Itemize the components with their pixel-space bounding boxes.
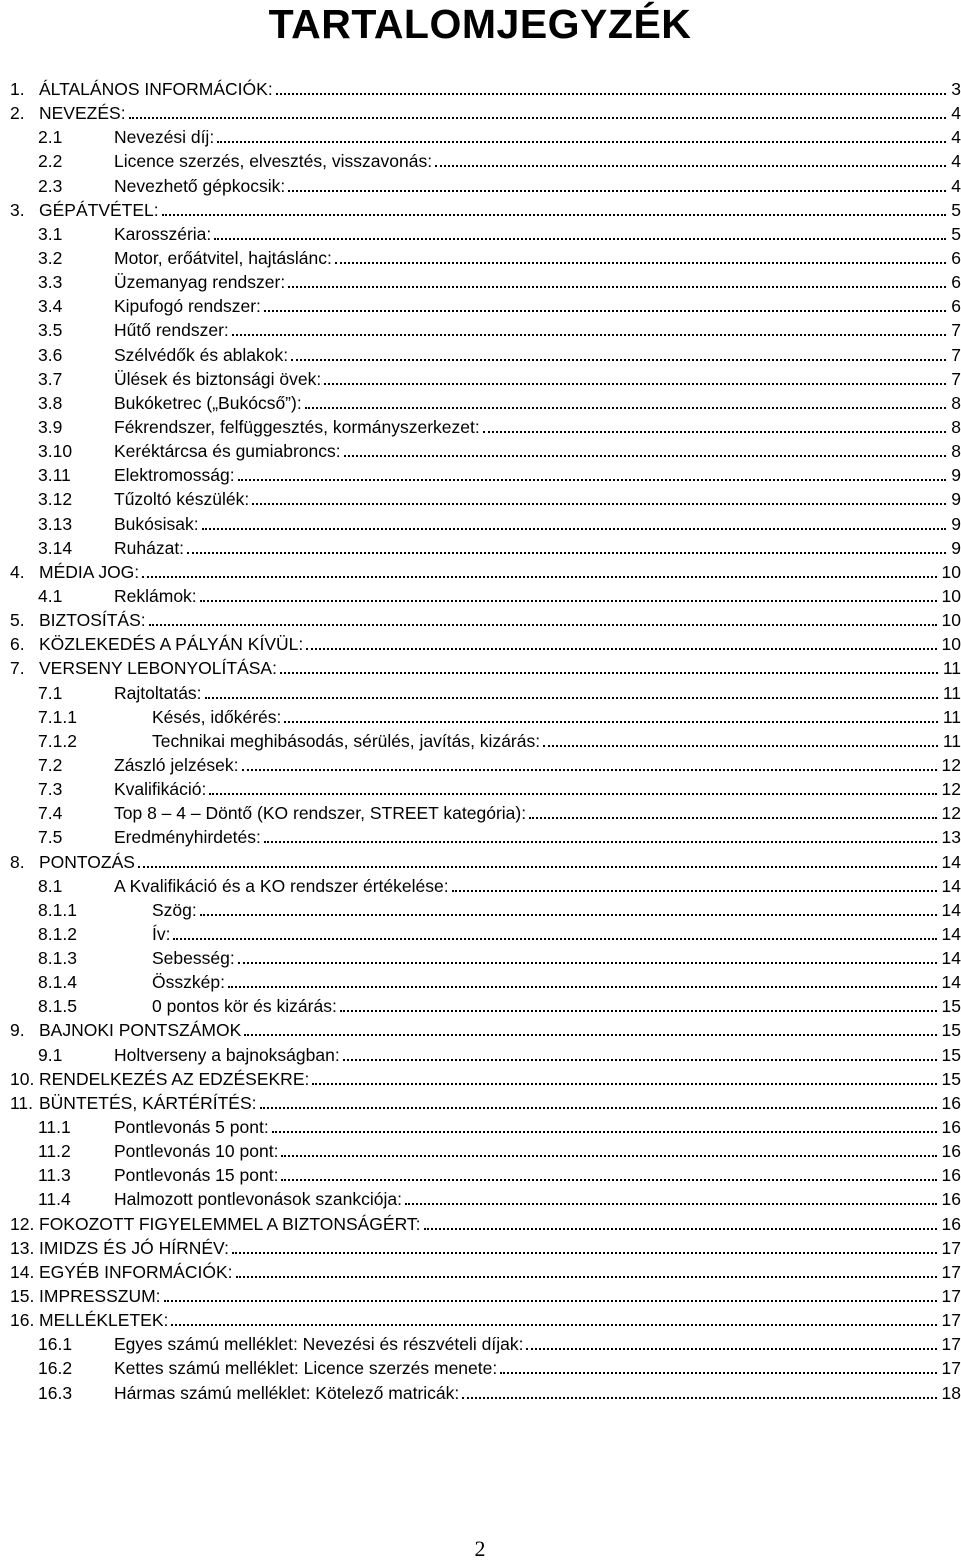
toc-entry[interactable] <box>10 657 961 681</box>
toc-entry-number: 16.3 <box>38 1382 73 1403</box>
toc-entry[interactable] <box>10 923 961 947</box>
toc-entry-page: 17 <box>939 1309 961 1331</box>
toc-entry[interactable] <box>10 1068 961 1092</box>
toc-entry[interactable] <box>10 513 961 537</box>
toc-entry-number: 7.1.2 <box>38 730 77 751</box>
toc-entry-page: 7 <box>948 344 961 366</box>
toc-entry-title: Bukósisak: <box>114 513 199 534</box>
toc-entry-number: 3.14 <box>38 537 73 558</box>
toc-entry-page: 16 <box>939 1188 961 1210</box>
toc-entry-title: Kvalifikáció: <box>114 779 207 800</box>
dot-leader <box>149 624 937 626</box>
toc-entry-page: 11 <box>940 706 961 728</box>
toc-entry-page: 13 <box>939 826 961 848</box>
toc-entry-page: 5 <box>948 223 961 245</box>
toc-entry-title: Kettes számú melléklet: Licence szerzés menete: <box>114 1358 498 1379</box>
toc-entry-title: Licence szerzés, elvesztés, visszavonás: <box>114 151 433 172</box>
toc-entry[interactable] <box>10 78 961 102</box>
toc-entry-number: 2. <box>10 103 25 124</box>
toc-entry-number: 3.1 <box>38 223 63 244</box>
toc-entry[interactable] <box>10 1213 961 1237</box>
toc-entry-title: Ülések és biztonsági övek: <box>114 368 322 389</box>
toc-entry[interactable] <box>10 1164 961 1188</box>
toc-entry-page: 17 <box>939 1285 961 1307</box>
toc-entry-page: 6 <box>948 295 961 317</box>
toc-entry-page: 4 <box>948 150 961 172</box>
toc-entry[interactable] <box>10 392 961 416</box>
toc-entry[interactable] <box>10 1333 961 1357</box>
toc-entry-number: 14. <box>10 1261 35 1282</box>
toc-entry-number: 8. <box>10 851 25 872</box>
toc-entry[interactable] <box>10 537 961 561</box>
toc-entry-number: 3. <box>10 199 25 220</box>
dot-leader <box>205 697 938 699</box>
dot-leader <box>335 262 946 264</box>
toc-entry-title: Hármas számú melléklet: Kötelező matricák: <box>114 1382 460 1403</box>
toc-entry-page: 17 <box>939 1237 961 1259</box>
toc-entry-number: 4.1 <box>38 585 63 606</box>
toc-entry[interactable] <box>10 1237 961 1261</box>
dot-leader <box>343 1059 937 1061</box>
toc-entry-number: 3.2 <box>38 247 63 268</box>
toc-entry-title: Karosszéria: <box>114 223 212 244</box>
dot-leader <box>217 141 946 143</box>
toc-entry[interactable] <box>10 368 961 392</box>
toc-entry-number: 3.13 <box>38 513 73 534</box>
toc-entry[interactable] <box>10 875 961 899</box>
toc-entry-page: 11 <box>940 682 961 704</box>
toc-entry[interactable] <box>10 223 961 247</box>
toc-entry-number: 3.10 <box>38 441 73 462</box>
toc-entry-page: 15 <box>939 1068 961 1090</box>
toc-entry-number: 5. <box>10 610 25 631</box>
toc-entry[interactable] <box>10 947 961 971</box>
dot-leader <box>291 359 946 361</box>
toc-entry-number: 3.8 <box>38 392 63 413</box>
toc-entry[interactable] <box>10 1044 961 1068</box>
toc-entry[interactable] <box>10 1019 961 1043</box>
toc-entry-number: 4. <box>10 561 25 582</box>
toc-entry[interactable] <box>10 1309 961 1333</box>
toc-entry-page: 9 <box>948 513 961 535</box>
dot-leader <box>244 1034 937 1036</box>
toc-entry-title: Technikai meghibásodás, sérülés, javítás, kizárás: <box>152 730 541 751</box>
dot-leader <box>526 1348 937 1350</box>
toc-entry[interactable] <box>10 1261 961 1285</box>
toc-entry[interactable] <box>10 802 961 826</box>
toc-entry-number: 11.2 <box>38 1141 71 1162</box>
toc-entry-title: IMIDZS ÉS JÓ HÍRNÉV: <box>39 1237 229 1258</box>
toc-entry-page: 12 <box>939 778 961 800</box>
toc-entry-page: 10 <box>939 561 961 583</box>
toc-entry[interactable] <box>10 295 961 319</box>
toc-entry-title: MELLÉKLETEK: <box>39 1310 169 1331</box>
toc-entry[interactable] <box>10 778 961 802</box>
toc-entry[interactable] <box>10 199 961 223</box>
toc-entry-title: Reklámok: <box>114 585 197 606</box>
toc-entry[interactable] <box>10 102 961 126</box>
dot-leader <box>236 1276 937 1278</box>
toc-entry-page: 16 <box>939 1116 961 1138</box>
toc-entry-page: 16 <box>939 1092 961 1114</box>
toc-entry-number: 3.11 <box>38 465 71 486</box>
toc-entry-title: Hűtő rendszer: <box>114 320 229 341</box>
toc-entry-title: Nevezési díj: <box>114 127 215 148</box>
toc-entry[interactable] <box>10 609 961 633</box>
toc-entry-title: Keréktárcsa és gumiabroncs: <box>114 441 341 462</box>
toc-entry-number: 13. <box>10 1237 35 1258</box>
dot-leader <box>214 238 946 240</box>
toc-entry-number: 3.3 <box>38 272 63 293</box>
toc-entry-title: GÉPÁTVÉTEL: <box>39 199 159 220</box>
toc-entry-number: 7.4 <box>38 803 63 824</box>
toc-entry-page: 7 <box>948 319 961 341</box>
toc-entry-page: 8 <box>948 416 961 438</box>
dot-leader <box>500 1372 937 1374</box>
toc-entry-page: 9 <box>948 464 961 486</box>
toc-entry-number: 11.4 <box>38 1189 71 1210</box>
toc-entry-title: Motor, erőátvitel, hajtáslánc: <box>114 247 332 268</box>
toc-entry-page: 4 <box>948 126 961 148</box>
toc-entry-title: 0 pontos kör és kizárás: <box>152 996 337 1017</box>
dot-leader <box>276 93 946 95</box>
toc-entry-number: 12. <box>10 1213 35 1234</box>
dot-leader <box>232 334 946 336</box>
dot-leader <box>280 672 938 674</box>
toc-entry-title: Szög: <box>152 899 197 920</box>
dot-leader <box>462 1397 937 1399</box>
dot-leader <box>543 745 938 747</box>
toc-entry-title: Kipufogó rendszer: <box>114 296 261 317</box>
dot-leader <box>288 190 946 192</box>
toc-entry-title: BIZTOSÍTÁS: <box>39 610 146 631</box>
toc-entry[interactable] <box>10 416 961 440</box>
toc-entry-title: Fékrendszer, felfüggesztés, kormányszerkezet: <box>114 416 480 437</box>
dot-leader <box>171 1324 937 1326</box>
toc-entry-page: 7 <box>948 368 961 390</box>
toc-entry-number: 8.1.2 <box>38 923 77 944</box>
toc-entry[interactable] <box>10 1116 961 1140</box>
toc-entry-title: A Kvalifikáció és a KO rendszer értékelése: <box>114 875 449 896</box>
toc-entry[interactable] <box>10 1092 961 1116</box>
toc-entry-page: 15 <box>939 1019 961 1041</box>
toc-entry-title: ÁLTALÁNOS INFORMÁCIÓK: <box>39 79 273 99</box>
dot-leader <box>232 1252 937 1254</box>
toc-entry[interactable] <box>10 1357 961 1381</box>
dot-leader <box>200 600 937 602</box>
toc-entry-page: 14 <box>939 875 961 897</box>
toc-entry[interactable] <box>10 1188 961 1212</box>
toc-entry-number: 16. <box>10 1310 35 1331</box>
toc-entry-number: 2.3 <box>38 175 63 196</box>
dot-leader <box>272 1131 937 1133</box>
toc-entry-page: 8 <box>948 392 961 414</box>
toc-entry[interactable] <box>10 561 961 585</box>
dot-leader <box>260 1107 937 1109</box>
toc-entry-page: 9 <box>948 488 961 510</box>
toc-entry-page: 6 <box>948 247 961 269</box>
toc-entry-number: 11.1 <box>38 1117 71 1138</box>
page-number: 2 <box>474 1536 486 1561</box>
toc-entry-page: 18 <box>939 1382 961 1404</box>
toc-entry-page: 12 <box>939 802 961 824</box>
toc-entry-number: 8.1.5 <box>38 996 77 1017</box>
toc-entry-page: 10 <box>939 585 961 607</box>
toc-entry-page: 6 <box>948 271 961 293</box>
dot-leader <box>138 866 937 868</box>
dot-leader <box>238 479 946 481</box>
toc-entry-number: 7.5 <box>38 827 63 848</box>
toc-entry[interactable] <box>10 319 961 343</box>
toc-entry-number: 3.5 <box>38 320 63 341</box>
toc-entry[interactable] <box>10 682 961 706</box>
dot-leader <box>164 1300 937 1302</box>
toc-entry-title: NEVEZÉS: <box>39 103 126 124</box>
toc-entry-title: RENDELKEZÉS AZ EDZÉSEKRE: <box>39 1068 310 1089</box>
dot-leader <box>173 938 937 940</box>
toc-entry[interactable] <box>10 464 961 488</box>
toc-entry-title: Zászló jelzések: <box>114 754 239 775</box>
toc-entry-number: 15. <box>10 1286 35 1307</box>
toc-entry-number: 11. <box>10 1092 34 1113</box>
toc-entry[interactable] <box>10 899 961 923</box>
toc-entry-title: Pontlevonás 5 pont: <box>114 1117 269 1138</box>
dot-leader <box>281 1155 937 1157</box>
toc-entry-page: 17 <box>939 1333 961 1355</box>
toc-entry-page: 14 <box>939 923 961 945</box>
dot-leader <box>312 1083 937 1085</box>
toc-entry[interactable] <box>10 995 961 1019</box>
dot-leader <box>424 1228 937 1230</box>
toc-entry-page: 5 <box>948 199 961 221</box>
dot-leader <box>452 890 937 892</box>
dot-leader <box>344 455 946 457</box>
toc-entry-number: 2.1 <box>38 127 63 148</box>
toc-entry-page: 4 <box>948 175 961 197</box>
dot-leader <box>340 1010 937 1012</box>
toc-entry-number: 8.1.1 <box>38 899 77 920</box>
toc-entry-page: 17 <box>939 1261 961 1283</box>
dot-leader <box>252 503 946 505</box>
dot-leader <box>405 1203 937 1205</box>
toc-entry-number: 10. <box>10 1068 35 1089</box>
toc-entry-number: 8.1.4 <box>38 972 77 993</box>
toc-entry-title: Ruházat: <box>114 537 185 558</box>
dot-leader <box>242 769 937 771</box>
dot-leader <box>238 962 937 964</box>
toc-entry-number: 7.2 <box>38 754 63 775</box>
toc-entry-title: BAJNOKI PONTSZÁMOK <box>39 1020 242 1041</box>
toc-entry-title: Nevezhető gépkocsik: <box>114 175 286 196</box>
toc-entry[interactable] <box>10 271 961 295</box>
toc-entry-number: 9.1 <box>38 1044 63 1065</box>
toc-entry-page: 4 <box>948 102 961 124</box>
toc-entry-title: Halmozott pontlevonások szankciója: <box>114 1189 402 1210</box>
toc-entry-number: 3.9 <box>38 416 63 437</box>
toc-entry-number: 16.1 <box>38 1334 73 1355</box>
toc-entry-title: Tűzoltó készülék: <box>114 489 250 510</box>
toc-entry-title: Pontlevonás 15 pont: <box>114 1165 279 1186</box>
toc-entry-title: PONTOZÁS <box>39 851 135 872</box>
toc-entry-title: EGYÉB INFORMÁCIÓK: <box>39 1261 233 1282</box>
toc-entry[interactable] <box>10 150 961 174</box>
toc-entry[interactable] <box>10 633 961 657</box>
toc-entry-number: 9. <box>10 1020 25 1041</box>
toc-entry[interactable] <box>10 1140 961 1164</box>
toc-entry[interactable] <box>10 488 961 512</box>
toc-entry-title: Üzemanyag rendszer: <box>114 272 286 293</box>
toc-entry-page: 11 <box>940 730 961 752</box>
toc-entry[interactable] <box>10 440 961 464</box>
toc-entry-title: Eredményhirdetés: <box>114 827 261 848</box>
dot-leader <box>284 721 938 723</box>
dot-leader <box>306 648 937 650</box>
toc-entry[interactable] <box>10 175 961 199</box>
toc-entry-title: Összkép: <box>152 972 225 993</box>
toc-entry-title: Bukóketrec („Bukócső”): <box>114 392 302 413</box>
toc-entry-page: 10 <box>939 633 961 655</box>
toc-entry-number: 3.4 <box>38 296 63 317</box>
toc-entry[interactable] <box>10 1382 961 1406</box>
toc-entry-number: 1. <box>10 79 25 99</box>
toc-entry-page: 16 <box>939 1164 961 1186</box>
dot-leader <box>281 1179 937 1181</box>
toc-entry[interactable] <box>10 344 961 368</box>
toc-entry-page: 14 <box>939 851 961 873</box>
toc-entry-title: Rajtoltatás: <box>114 682 202 703</box>
toc-entry-page: 16 <box>939 1213 961 1235</box>
toc-entry-page: 15 <box>939 1044 961 1066</box>
dot-leader <box>228 986 937 988</box>
toc-entry-page: 9 <box>948 537 961 559</box>
toc-entry-title: Top 8 – 4 – Döntő (KO rendszer, STREET kategória): <box>114 803 527 824</box>
toc-entry[interactable] <box>10 754 961 778</box>
page-title: TARTALOMJEGYZÉK <box>268 1 692 47</box>
dot-leader <box>162 214 946 216</box>
toc-entry-title: Egyes számú melléklet: Nevezési és részvételi díjak: <box>114 1334 524 1355</box>
dot-leader <box>264 310 946 312</box>
dot-leader <box>324 383 946 385</box>
dot-leader <box>288 286 946 288</box>
dot-leader <box>200 914 937 916</box>
dot-leader <box>209 793 937 795</box>
toc-entry-title: MÉDIA JOG: <box>39 561 140 582</box>
toc-entry-title: Elektromosság: <box>114 465 235 486</box>
toc-entry-number: 7. <box>10 658 25 679</box>
toc-entry-page: 10 <box>939 609 961 631</box>
toc-entry-title: Ív: <box>152 923 171 944</box>
dot-leader <box>483 431 946 433</box>
toc-entry-number: 3.12 <box>38 489 73 510</box>
toc-entry-title: Pontlevonás 10 pont: <box>114 1141 279 1162</box>
toc-entry[interactable] <box>10 826 961 850</box>
toc-entry-page: 8 <box>948 440 961 462</box>
toc-entry-page: 12 <box>939 754 961 776</box>
toc-entry-page: 15 <box>939 995 961 1017</box>
toc-entry-page: 3 <box>948 78 961 100</box>
toc-entry-title: Sebesség: <box>152 948 235 969</box>
toc-entry-title: IMPRESSZUM: <box>39 1286 161 1307</box>
toc-entry-number: 8.1.3 <box>38 948 77 969</box>
toc-entry[interactable] <box>10 1285 961 1309</box>
toc-entry-title: BÜNTETÉS, KÁRTÉRÍTÉS: <box>39 1092 257 1113</box>
dot-leader <box>187 552 946 554</box>
toc-entry-number: 7.1.1 <box>38 706 77 727</box>
toc-entry-title: Késés, időkérés: <box>152 706 282 727</box>
toc-entry-title: FOKOZOTT FIGYELEMMEL A BIZTONSÁGÉRT: <box>39 1213 421 1234</box>
dot-leader <box>142 576 937 578</box>
toc-entry-number: 7.1 <box>38 682 63 703</box>
toc-entry-page: 14 <box>939 947 961 969</box>
dot-leader <box>202 528 946 530</box>
toc-entry[interactable] <box>10 247 961 271</box>
dot-leader <box>129 117 946 119</box>
toc-entry-number: 6. <box>10 634 25 655</box>
toc-entry[interactable] <box>10 585 961 609</box>
toc-entry[interactable] <box>10 730 961 754</box>
toc-entry-page: 17 <box>939 1357 961 1379</box>
toc-entry[interactable] <box>10 126 961 150</box>
toc-entry-title: Szélvédők és ablakok: <box>114 344 289 365</box>
toc-entry-page: 16 <box>939 1140 961 1162</box>
toc-entry-page: 11 <box>940 657 961 679</box>
table-of-contents <box>10 78 961 1406</box>
toc-entry-number: 7.3 <box>38 779 63 800</box>
toc-entry-page: 14 <box>939 899 961 921</box>
toc-entry-page: 14 <box>939 971 961 993</box>
toc-entry[interactable] <box>10 971 961 995</box>
toc-entry-title: KÖZLEKEDÉS A PÁLYÁN KÍVÜL: <box>39 634 304 655</box>
toc-entry-title: VERSENY LEBONYOLÍTÁSA: <box>39 658 277 679</box>
toc-entry-title: Holtverseny a bajnokságban: <box>114 1044 340 1065</box>
dot-leader <box>435 165 946 167</box>
toc-entry-number: 2.2 <box>38 151 63 172</box>
toc-entry-number: 16.2 <box>38 1358 73 1379</box>
toc-entry[interactable] <box>10 851 961 875</box>
toc-entry-number: 11.3 <box>38 1165 71 1186</box>
dot-leader <box>264 841 937 843</box>
toc-entry-number: 3.7 <box>38 368 63 389</box>
dot-leader <box>305 407 946 409</box>
toc-entry-number: 3.6 <box>38 344 63 365</box>
dot-leader <box>529 817 937 819</box>
toc-entry[interactable] <box>10 706 961 730</box>
toc-entry-number: 8.1 <box>38 875 63 896</box>
